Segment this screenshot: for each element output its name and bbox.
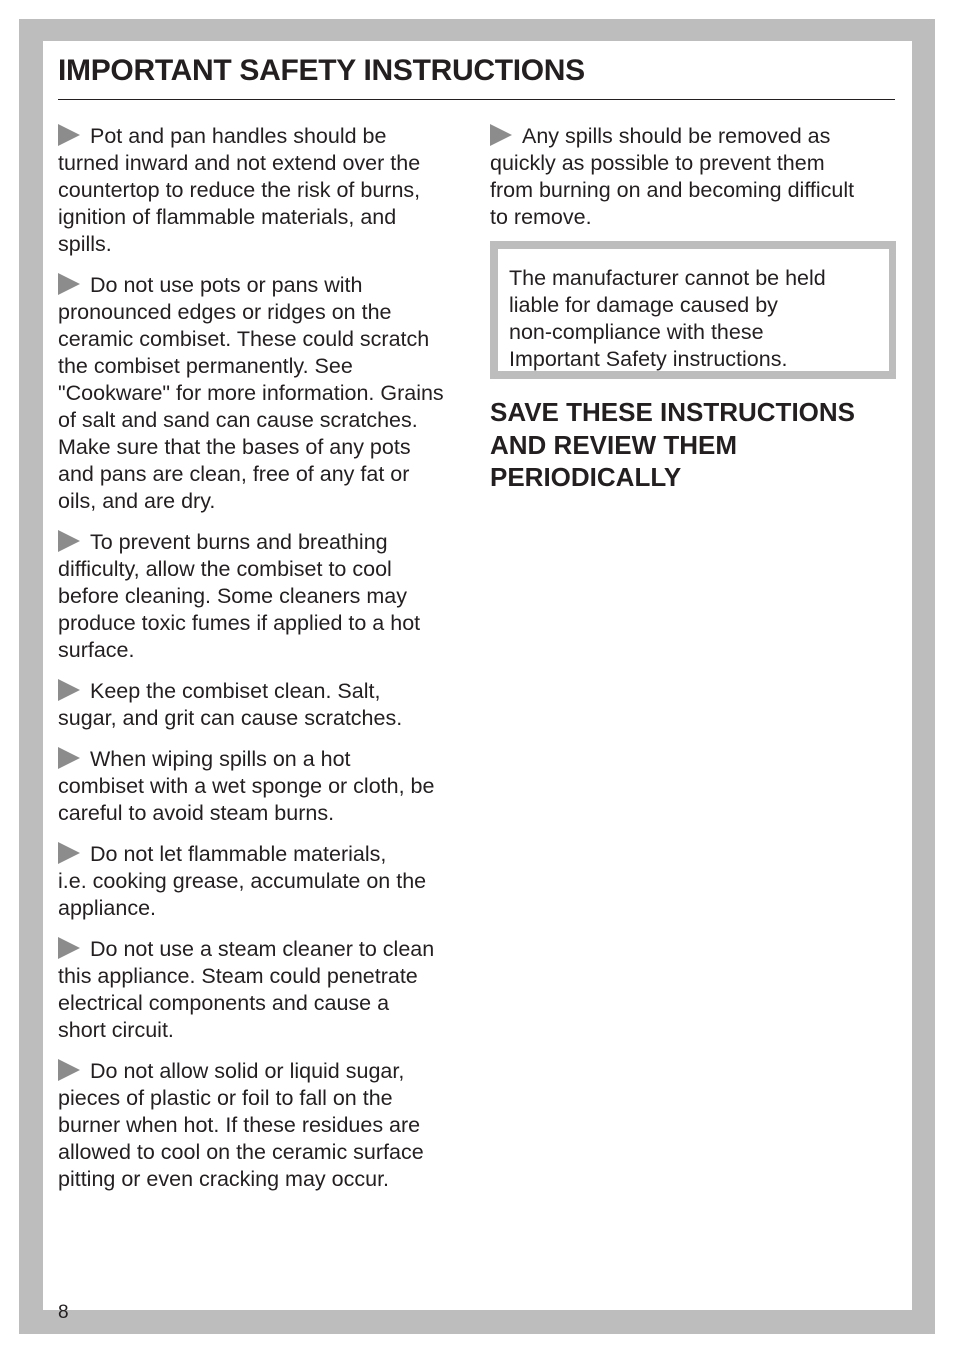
arrow-bullet-icon xyxy=(58,679,80,701)
item-line: pieces of plastic or foil to fall on the xyxy=(58,1086,393,1110)
arrow-bullet-icon xyxy=(58,273,80,295)
item-line: burner when hot. If these residues are xyxy=(58,1113,421,1137)
item-line: produce toxic fumes if applied to a hot xyxy=(58,611,421,635)
arrow-bullet-icon xyxy=(58,937,80,959)
right-column xyxy=(490,123,896,231)
item-line: turned inward and not extend over the xyxy=(58,151,421,175)
title-rule xyxy=(58,99,895,100)
heading-line: SAVE THESE INSTRUCTIONS xyxy=(490,397,856,427)
item-line: the combiset permanently. See xyxy=(58,354,353,378)
item-line: before cleaning. Some cleaners may xyxy=(58,584,407,608)
safety-item xyxy=(58,678,468,732)
item-line: ceramic combiset. These could scratch xyxy=(58,327,430,351)
heading-line: AND REVIEW THEM xyxy=(490,429,737,460)
item-line: to remove. xyxy=(490,205,592,229)
liability-notice-text xyxy=(498,249,889,371)
item-line: Do not use a steam cleaner to clean xyxy=(90,937,435,961)
safety-item xyxy=(58,936,468,1044)
save-instructions-heading xyxy=(490,396,896,494)
page-title: IMPORTANT SAFETY INSTRUCTIONS xyxy=(58,54,585,87)
item-line: quickly as possible to prevent them xyxy=(490,151,825,175)
arrow-bullet-icon xyxy=(58,124,80,146)
item-line: pronounced edges or ridges on the xyxy=(58,300,392,324)
item-line: this appliance. Steam could penetrate xyxy=(58,964,418,988)
item-line: To prevent burns and breathing xyxy=(90,530,388,554)
page-number: 8 xyxy=(58,1302,69,1323)
heading-line: PERIODICALLY xyxy=(490,462,682,492)
item-line: Do not allow solid or liquid sugar, xyxy=(90,1059,405,1083)
item-line: of salt and sand can cause scratches. xyxy=(58,408,418,432)
item-line: Keep the combiset clean. Salt, xyxy=(90,679,381,703)
item-line: surface. xyxy=(58,638,135,662)
item-line: ignition of flammable materials, and xyxy=(58,205,397,229)
item-line: combiset with a wet sponge or cloth, be xyxy=(58,774,435,798)
notice-line: liable for damage caused by xyxy=(509,293,778,317)
item-line: appliance. xyxy=(58,896,157,920)
item-line: Any spills should be removed as xyxy=(522,124,831,148)
safety-item xyxy=(58,123,468,258)
item-line: i.e. cooking grease, accumulate on the xyxy=(58,869,427,893)
safety-item xyxy=(490,123,896,231)
item-line: careful to avoid steam burns. xyxy=(58,801,335,825)
safety-item xyxy=(58,746,468,827)
safety-item xyxy=(58,529,468,664)
notice-line: The manufacturer cannot be held xyxy=(509,266,826,290)
item-line: short circuit. xyxy=(58,1018,174,1042)
item-line: When wiping spills on a hot xyxy=(90,747,351,771)
item-line: from burning on and becoming difficult xyxy=(490,178,855,202)
item-line: and pans are clean, free of any fat or xyxy=(58,462,410,486)
liability-notice-box xyxy=(490,241,896,379)
item-line: oils, and are dry. xyxy=(58,489,216,513)
item-line: difficulty, allow the combiset to cool xyxy=(58,557,392,581)
notice-line: non-compliance with these xyxy=(509,320,764,344)
item-line: electrical components and cause a xyxy=(58,991,390,1015)
safety-item xyxy=(58,272,468,515)
item-line: Make sure that the bases of any pots xyxy=(58,435,411,459)
notice-line: Important Safety instructions. xyxy=(509,347,788,371)
arrow-bullet-icon xyxy=(58,530,80,552)
safety-item xyxy=(58,841,468,922)
item-line: spills. xyxy=(58,232,112,256)
item-line: Pot and pan handles should be xyxy=(90,124,387,148)
arrow-bullet-icon xyxy=(58,747,80,769)
left-column xyxy=(58,123,468,1193)
arrow-bullet-icon xyxy=(58,842,80,864)
item-line: Do not let flammable materials, xyxy=(90,842,387,866)
item-line: countertop to reduce the risk of burns, xyxy=(58,178,421,202)
arrow-bullet-icon xyxy=(490,124,512,146)
item-line: Do not use pots or pans with xyxy=(90,273,363,297)
item-line: pitting or even cracking may occur. xyxy=(58,1167,390,1191)
item-line: sugar, and grit can cause scratches. xyxy=(58,706,403,730)
item-line: "Cookware" for more information. Grains xyxy=(58,381,444,405)
arrow-bullet-icon xyxy=(58,1059,80,1081)
safety-item xyxy=(58,1058,468,1193)
item-line: allowed to cool on the ceramic surface xyxy=(58,1140,424,1164)
